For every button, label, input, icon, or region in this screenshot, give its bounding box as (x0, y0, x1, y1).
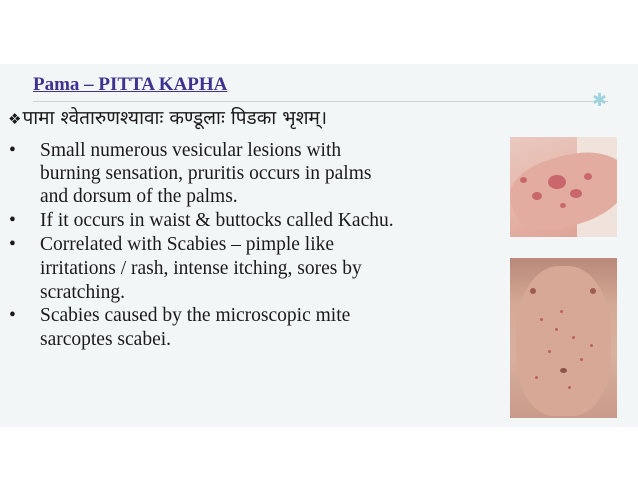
bullet-3-line-1: Correlated with Scabies – pimple like (40, 234, 335, 255)
rash-abdomen-photo (510, 258, 617, 418)
bullet-2-line-1: If it occurs in waist & buttocks called Kachu. (40, 210, 394, 231)
rash-dot (555, 328, 558, 331)
bullet-1-line-2: burning sensation, pruritis occurs in palms (40, 163, 372, 184)
rash-spot (560, 203, 566, 208)
torso-feature (560, 368, 567, 373)
rash-dot (580, 358, 583, 361)
rash-dot (548, 350, 551, 353)
bullet-1-line-1: Small numerous vesicular lesions with (40, 140, 342, 161)
rash-dot (590, 344, 593, 347)
bullet-4-line-2: sarcoptes scabei. (40, 329, 172, 350)
rash-dot (568, 386, 571, 389)
rash-spot (520, 177, 527, 183)
slide-title: Pama – PITTA KAPHA (33, 74, 228, 95)
bullet-marker: • (9, 140, 16, 161)
title-divider (33, 101, 608, 102)
torso-feature (530, 288, 536, 294)
rash-dot (572, 336, 575, 339)
bullet-3-line-3: scratching. (40, 282, 126, 303)
bullet-marker: • (9, 234, 16, 255)
asterisk-icon: ✱ (592, 90, 608, 111)
sanskrit-verse (8, 104, 327, 130)
diamond-bullet-icon: ❖ (8, 110, 22, 128)
bullet-marker: • (9, 305, 16, 326)
bullet-4-line-1: Scabies caused by the microscopic mite (40, 305, 351, 326)
torso-feature (590, 288, 596, 294)
rash-spot (532, 192, 542, 200)
bullet-3-line-2: irritations / rash, intense itching, sores by (40, 258, 362, 279)
rash-arm-photo (510, 137, 617, 237)
rash-dot (560, 310, 563, 313)
sanskrit-verse-text: पामा श्वेतारुणश्यावाः कण्डूलाः पिडका भृशम्। (22, 107, 328, 129)
rash-dot (535, 376, 538, 379)
bullet-marker: • (9, 210, 16, 231)
rash-spot (584, 173, 592, 180)
rash-dot (540, 318, 543, 321)
bullet-1-line-3: and dorsum of the palms. (40, 186, 238, 207)
rash-spot (548, 175, 566, 189)
rash-spot (570, 189, 582, 198)
